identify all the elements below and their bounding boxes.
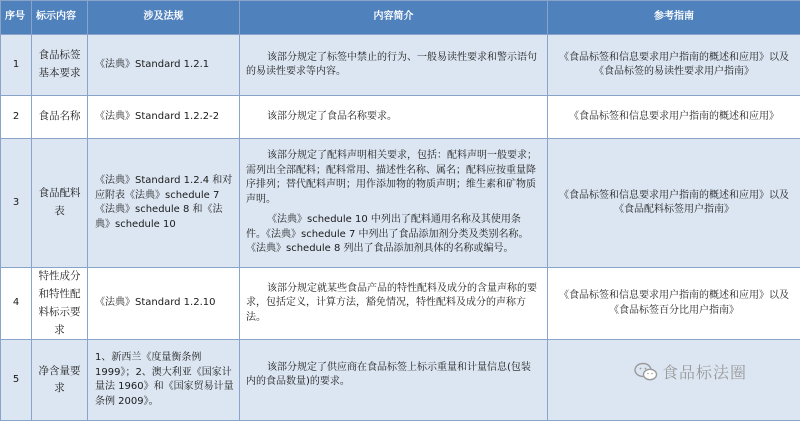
row-guide: 《食品标签和信息要求用户指南的概述和应用》以及《食品标签百分比用户指南》 xyxy=(548,268,800,340)
row-law: 《法典》Standard 1.2.1 xyxy=(88,35,240,96)
col-header-guide: 参考指南 xyxy=(548,1,800,35)
row-item: 特性成分和特性配料标示要求 xyxy=(32,268,88,340)
row-number: 4 xyxy=(1,268,32,340)
watermark xyxy=(634,360,747,383)
col-header-item: 标示内容 xyxy=(32,1,88,35)
intro-paragraph: 该部分规定就某些食品产品的特性配料及成分的含量声称的要求，包括定义，计算方法，豁免情况，特性配料及成分的声称方法。 xyxy=(246,282,537,326)
row-guide: 《食品标签和信息要求用户指南的概述和应用》以及《食品标签的易读性要求用户指南》 xyxy=(548,35,800,96)
row-law: 《法典》Standard 1.2.10 xyxy=(88,268,240,340)
table-row xyxy=(1,139,800,268)
table-header-row xyxy=(1,1,800,35)
intro-paragraph: 该部分规定了食品名称要求。 xyxy=(246,110,537,125)
row-item: 食品名称 xyxy=(32,96,88,139)
row-intro xyxy=(240,268,548,340)
row-number: 5 xyxy=(1,340,32,421)
row-item: 净含量要求 xyxy=(32,340,88,421)
row-intro xyxy=(240,35,548,96)
col-header-law: 涉及法规 xyxy=(88,1,240,35)
col-header-intro: 内容简介 xyxy=(240,1,548,35)
row-number: 1 xyxy=(1,35,32,96)
table-row xyxy=(1,96,800,139)
row-item: 食品配料表 xyxy=(32,139,88,268)
intro-paragraph: 该部分规定了供应商在食品标签上标示重量和计量信息(包装内的食品数量)的要求。 xyxy=(246,361,537,390)
intro-paragraph: 该部分规定了标签中禁止的行为、一般易读性要求和警示语句的易读性要求等内容。 xyxy=(246,51,537,80)
row-number: 2 xyxy=(1,96,32,139)
intro-paragraph: 《法典》schedule 10 中列出了配料通用名称及其使用条件。《法典》schedule 7 中列出了食品添加剂分类及类别名称。《法典》schedule 8 列出了食品添加剂具体的名称或编号。 xyxy=(246,213,537,257)
row-intro xyxy=(240,139,548,268)
table-row xyxy=(1,268,800,340)
row-guide: 《食品标签和信息要求用户指南的概述和应用》 xyxy=(548,96,800,139)
row-law: 1、新西兰《度量衡条例 1999》；2、澳大利亚《国家计量法 1960》和《国家贸易计量条例 2009》。 xyxy=(88,340,240,421)
row-item: 食品标签基本要求 xyxy=(32,35,88,96)
intro-paragraph: 该部分规定了配料声明相关要求，包括：配料声明一般要求；需列出全部配料；配料常用、描述性名称、属名；配料应按重量降序排列；替代配料声明；用作添加物的物质声明；维生素和矿物质声明。 xyxy=(246,149,537,207)
watermark-text: 食品标法圈 xyxy=(662,360,747,383)
row-number: 3 xyxy=(1,139,32,268)
row-guide: 《食品标签和信息要求用户指南的概述和应用》以及《食品配料标签用户指南》 xyxy=(548,139,800,268)
row-law: 《法典》Standard 1.2.4 和对应附表《法典》schedule 7《法典》schedule 8 和《法典》schedule 10 xyxy=(88,139,240,268)
row-intro xyxy=(240,96,548,139)
wechat-icon xyxy=(634,362,658,382)
col-header-no: 序号 xyxy=(1,1,32,35)
table-row xyxy=(1,35,800,96)
row-intro xyxy=(240,340,548,421)
row-law: 《法典》Standard 1.2.2-2 xyxy=(88,96,240,139)
